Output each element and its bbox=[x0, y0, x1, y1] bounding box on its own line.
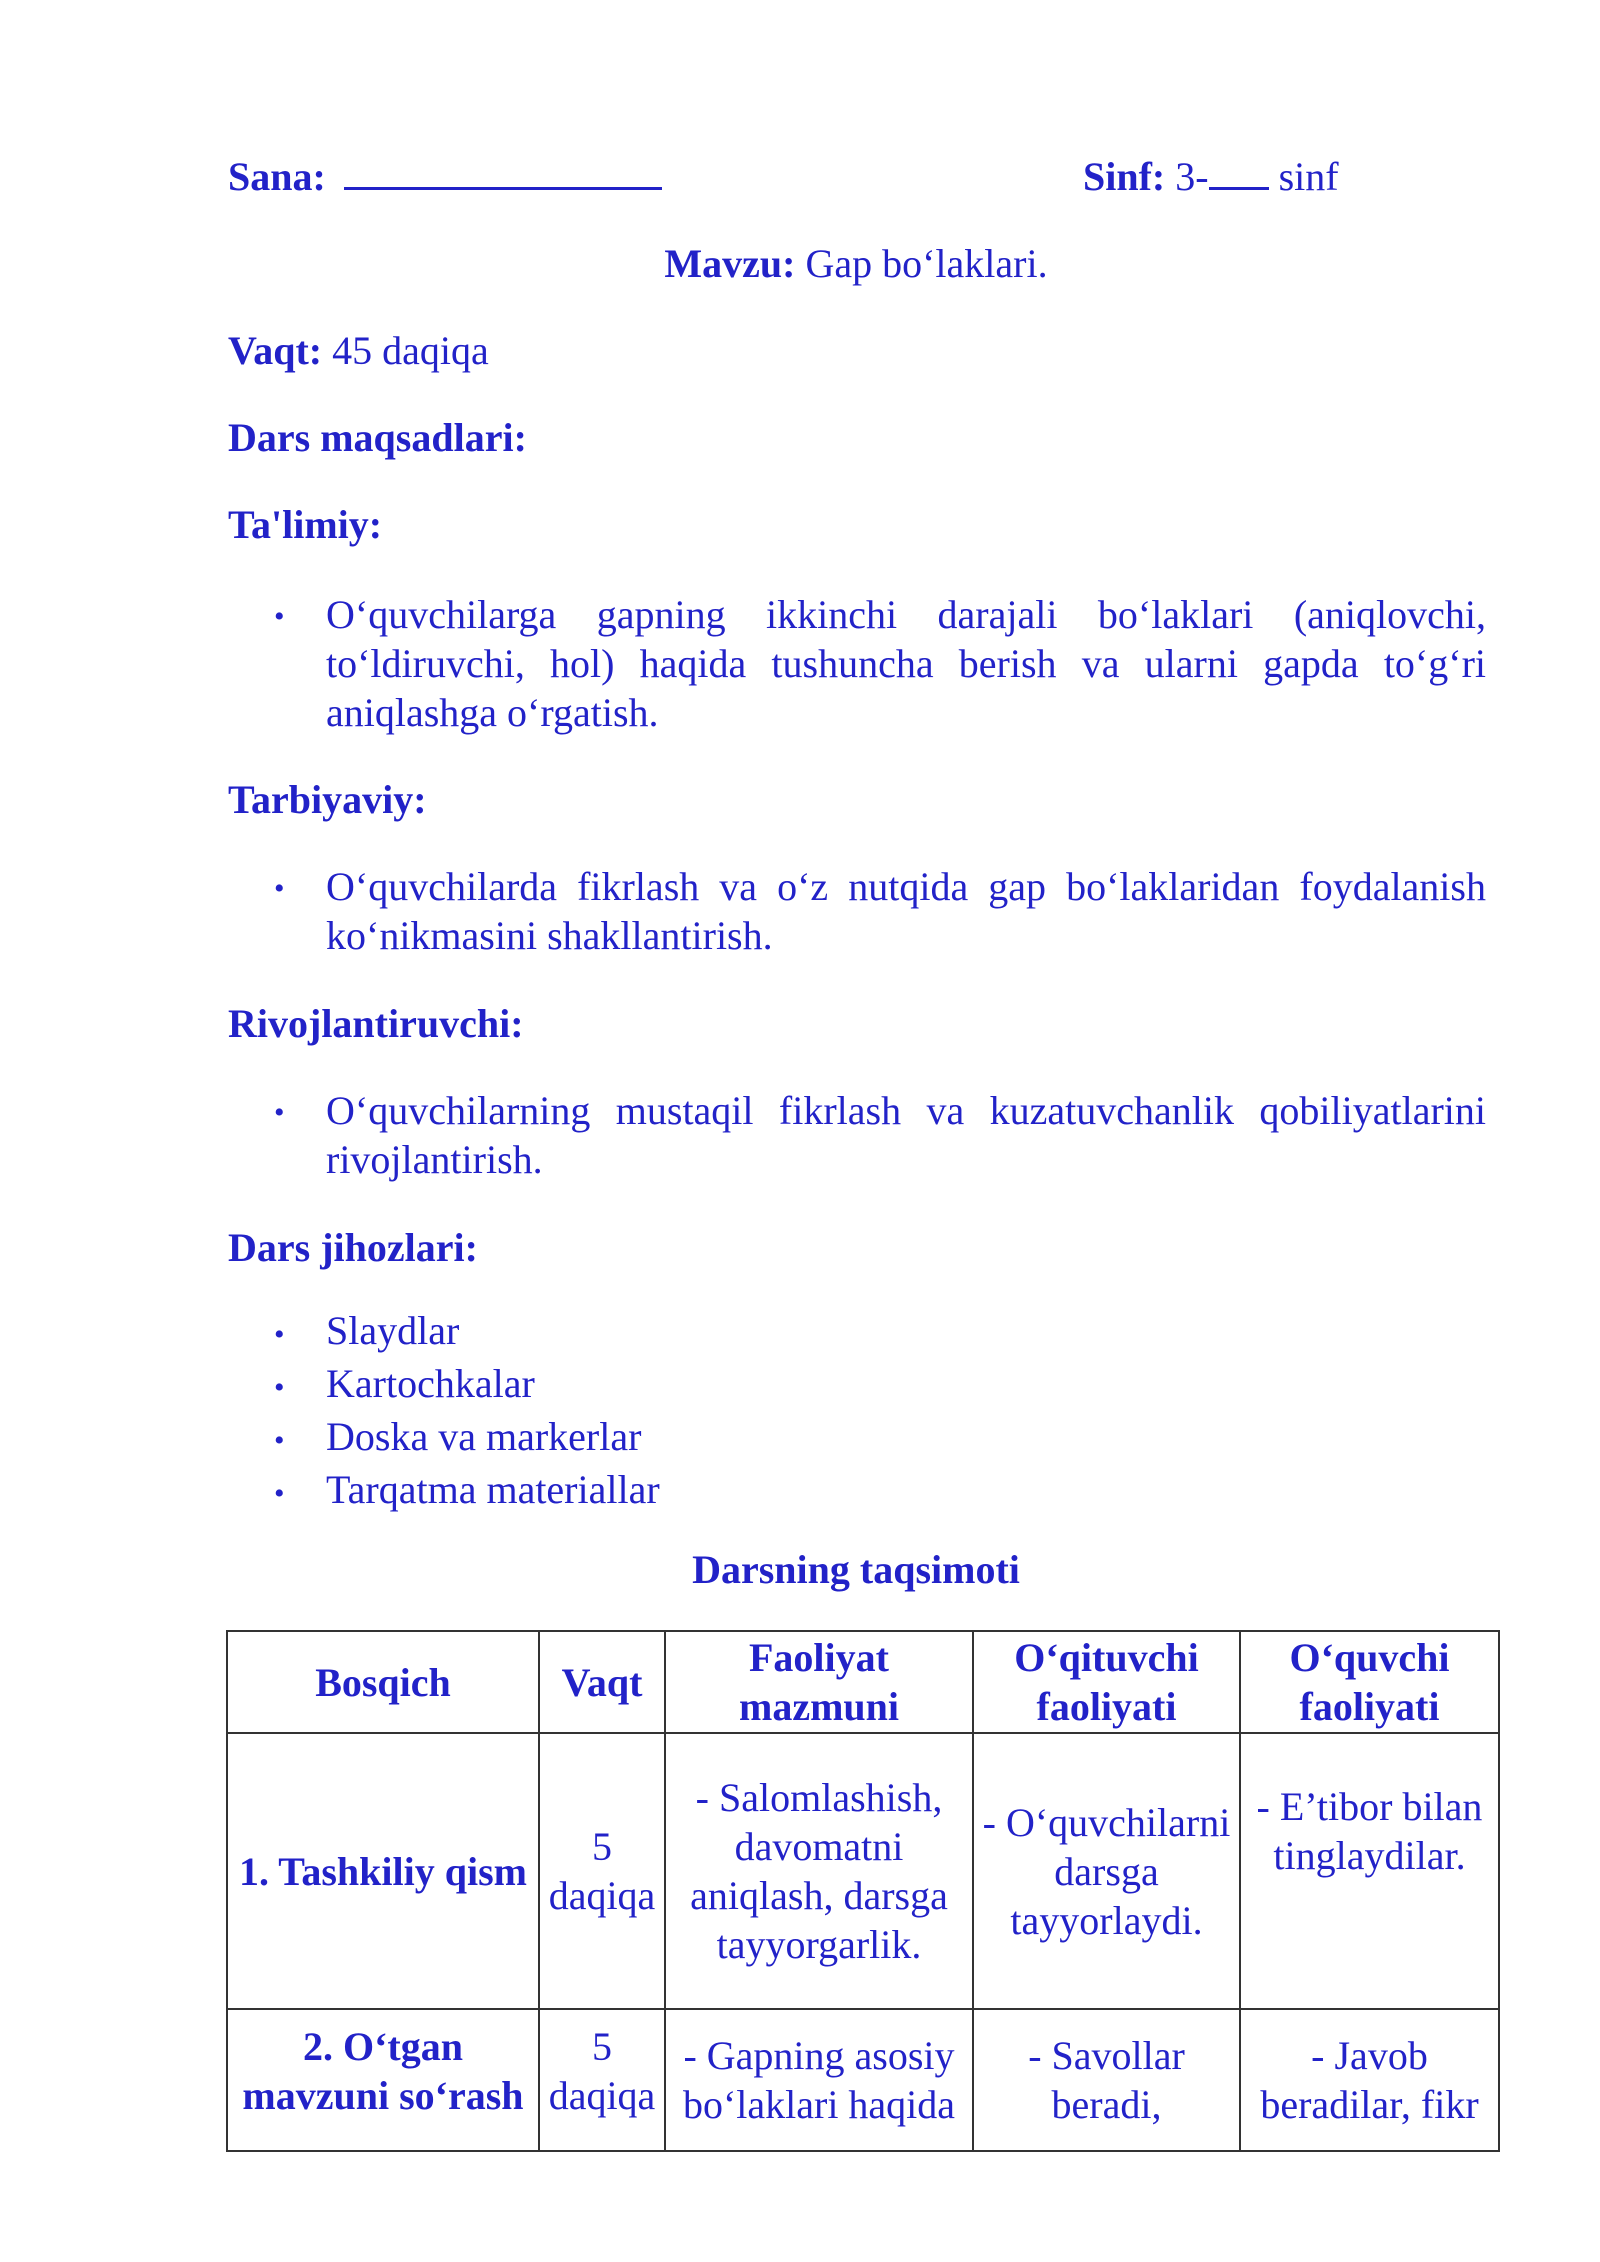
mavzu-label: Mavzu: bbox=[664, 241, 796, 286]
sana-label: Sana: bbox=[228, 154, 326, 199]
list-item: • Doska va markerlar bbox=[274, 1412, 660, 1465]
sana-blank bbox=[344, 153, 662, 190]
rivojlantiruvchi-heading: Rivojlantiruvchi: bbox=[228, 1001, 524, 1046]
table-row bbox=[227, 2009, 1499, 2151]
sana-field bbox=[228, 152, 662, 201]
header-cell: Vaqt bbox=[539, 1631, 665, 1733]
taqsimot-table bbox=[226, 1630, 1500, 2152]
bullet-icon: • bbox=[274, 1096, 285, 1129]
sinf-suffix: sinf bbox=[1278, 154, 1339, 199]
talimiy-heading: Ta'limiy: bbox=[228, 502, 383, 547]
sinf-prefix: 3- bbox=[1175, 154, 1209, 199]
taqsimot-heading: Darsning taqsimoti bbox=[692, 1547, 1020, 1592]
header-cell: O‘quvchi faoliyati bbox=[1240, 1631, 1499, 1733]
tarbiyaviy-heading: Tarbiyaviy: bbox=[228, 777, 427, 822]
header-cell: Bosqich bbox=[227, 1631, 539, 1733]
list-item: • Tarqatma materiallar bbox=[274, 1465, 660, 1518]
table-cell: - Savollar beradi, bbox=[973, 2009, 1240, 2151]
header-cell: Faoliyat mazmuni bbox=[665, 1631, 973, 1733]
sinf-field bbox=[1083, 152, 1339, 201]
bullet-icon: • bbox=[274, 1477, 285, 1510]
table-cell: - Salomlashish, davomatni aniqlash, darsga tayyorgarlik. bbox=[665, 1733, 973, 2009]
table-cell: 2. O‘tgan mavzuni so‘rash bbox=[227, 2009, 539, 2151]
table-cell: - E’tibor bilan tinglaydilar. bbox=[1240, 1733, 1499, 2009]
talimiy-item: O‘quvchilarga gapning ikkinchi darajali bo‘laklari (aniqlovchi, to‘ldiruvchi, hol) haqida tushuncha berish va ularni gapda to‘g‘ri aniqlashga o‘rgatish. bbox=[326, 592, 1486, 735]
vaqt-line bbox=[228, 326, 489, 375]
mavzu-value: Gap bo‘laklari. bbox=[805, 241, 1048, 286]
list-item: • Slaydlar bbox=[274, 1306, 660, 1359]
vaqt-value: 45 daqiqa bbox=[332, 328, 489, 373]
table-cell: 5 daqiqa bbox=[539, 2009, 665, 2151]
rivojlantiruvchi-item: O‘quvchilarning mustaqil fikrlash va kuzatuvchanlik qobiliyatlarini rivojlantirish. bbox=[326, 1088, 1486, 1182]
bullet-icon: • bbox=[274, 1371, 285, 1404]
table-header-row bbox=[227, 1631, 1499, 1733]
bullet-icon: • bbox=[274, 1318, 285, 1351]
table-cell: - Javob beradilar, fikr bbox=[1240, 2009, 1499, 2151]
maqsadlar-heading: Dars maqsadlari: bbox=[228, 415, 527, 460]
table-cell: - Gapning asosiy bo‘laklari haqida bbox=[665, 2009, 973, 2151]
bullet-icon: • bbox=[274, 600, 285, 633]
table-cell: 1. Tashkiliy qism bbox=[227, 1733, 539, 2009]
header-cell: O‘qituvchi faoliyati bbox=[973, 1631, 1240, 1733]
bullet-icon: • bbox=[274, 872, 285, 905]
jihozlar-list bbox=[274, 1306, 660, 1518]
mavzu-line bbox=[0, 239, 1600, 288]
sinf-blank bbox=[1209, 153, 1269, 190]
table-row bbox=[227, 1733, 1499, 2009]
table-cell: - O‘quvchilarni darsga tayyorlaydi. bbox=[973, 1733, 1240, 2009]
table-cell: 5 daqiqa bbox=[539, 1733, 665, 2009]
vaqt-label: Vaqt: bbox=[228, 328, 323, 373]
sinf-label: Sinf: bbox=[1083, 154, 1166, 199]
jihozlar-heading: Dars jihozlari: bbox=[228, 1225, 478, 1270]
list-item: • Kartochkalar bbox=[274, 1359, 660, 1412]
bullet-icon: • bbox=[274, 1424, 285, 1457]
tarbiyaviy-item: O‘quvchilarda fikrlash va o‘z nutqida gap bo‘laklaridan foydalanish ko‘nikmasini shakllantirish. bbox=[326, 864, 1486, 958]
